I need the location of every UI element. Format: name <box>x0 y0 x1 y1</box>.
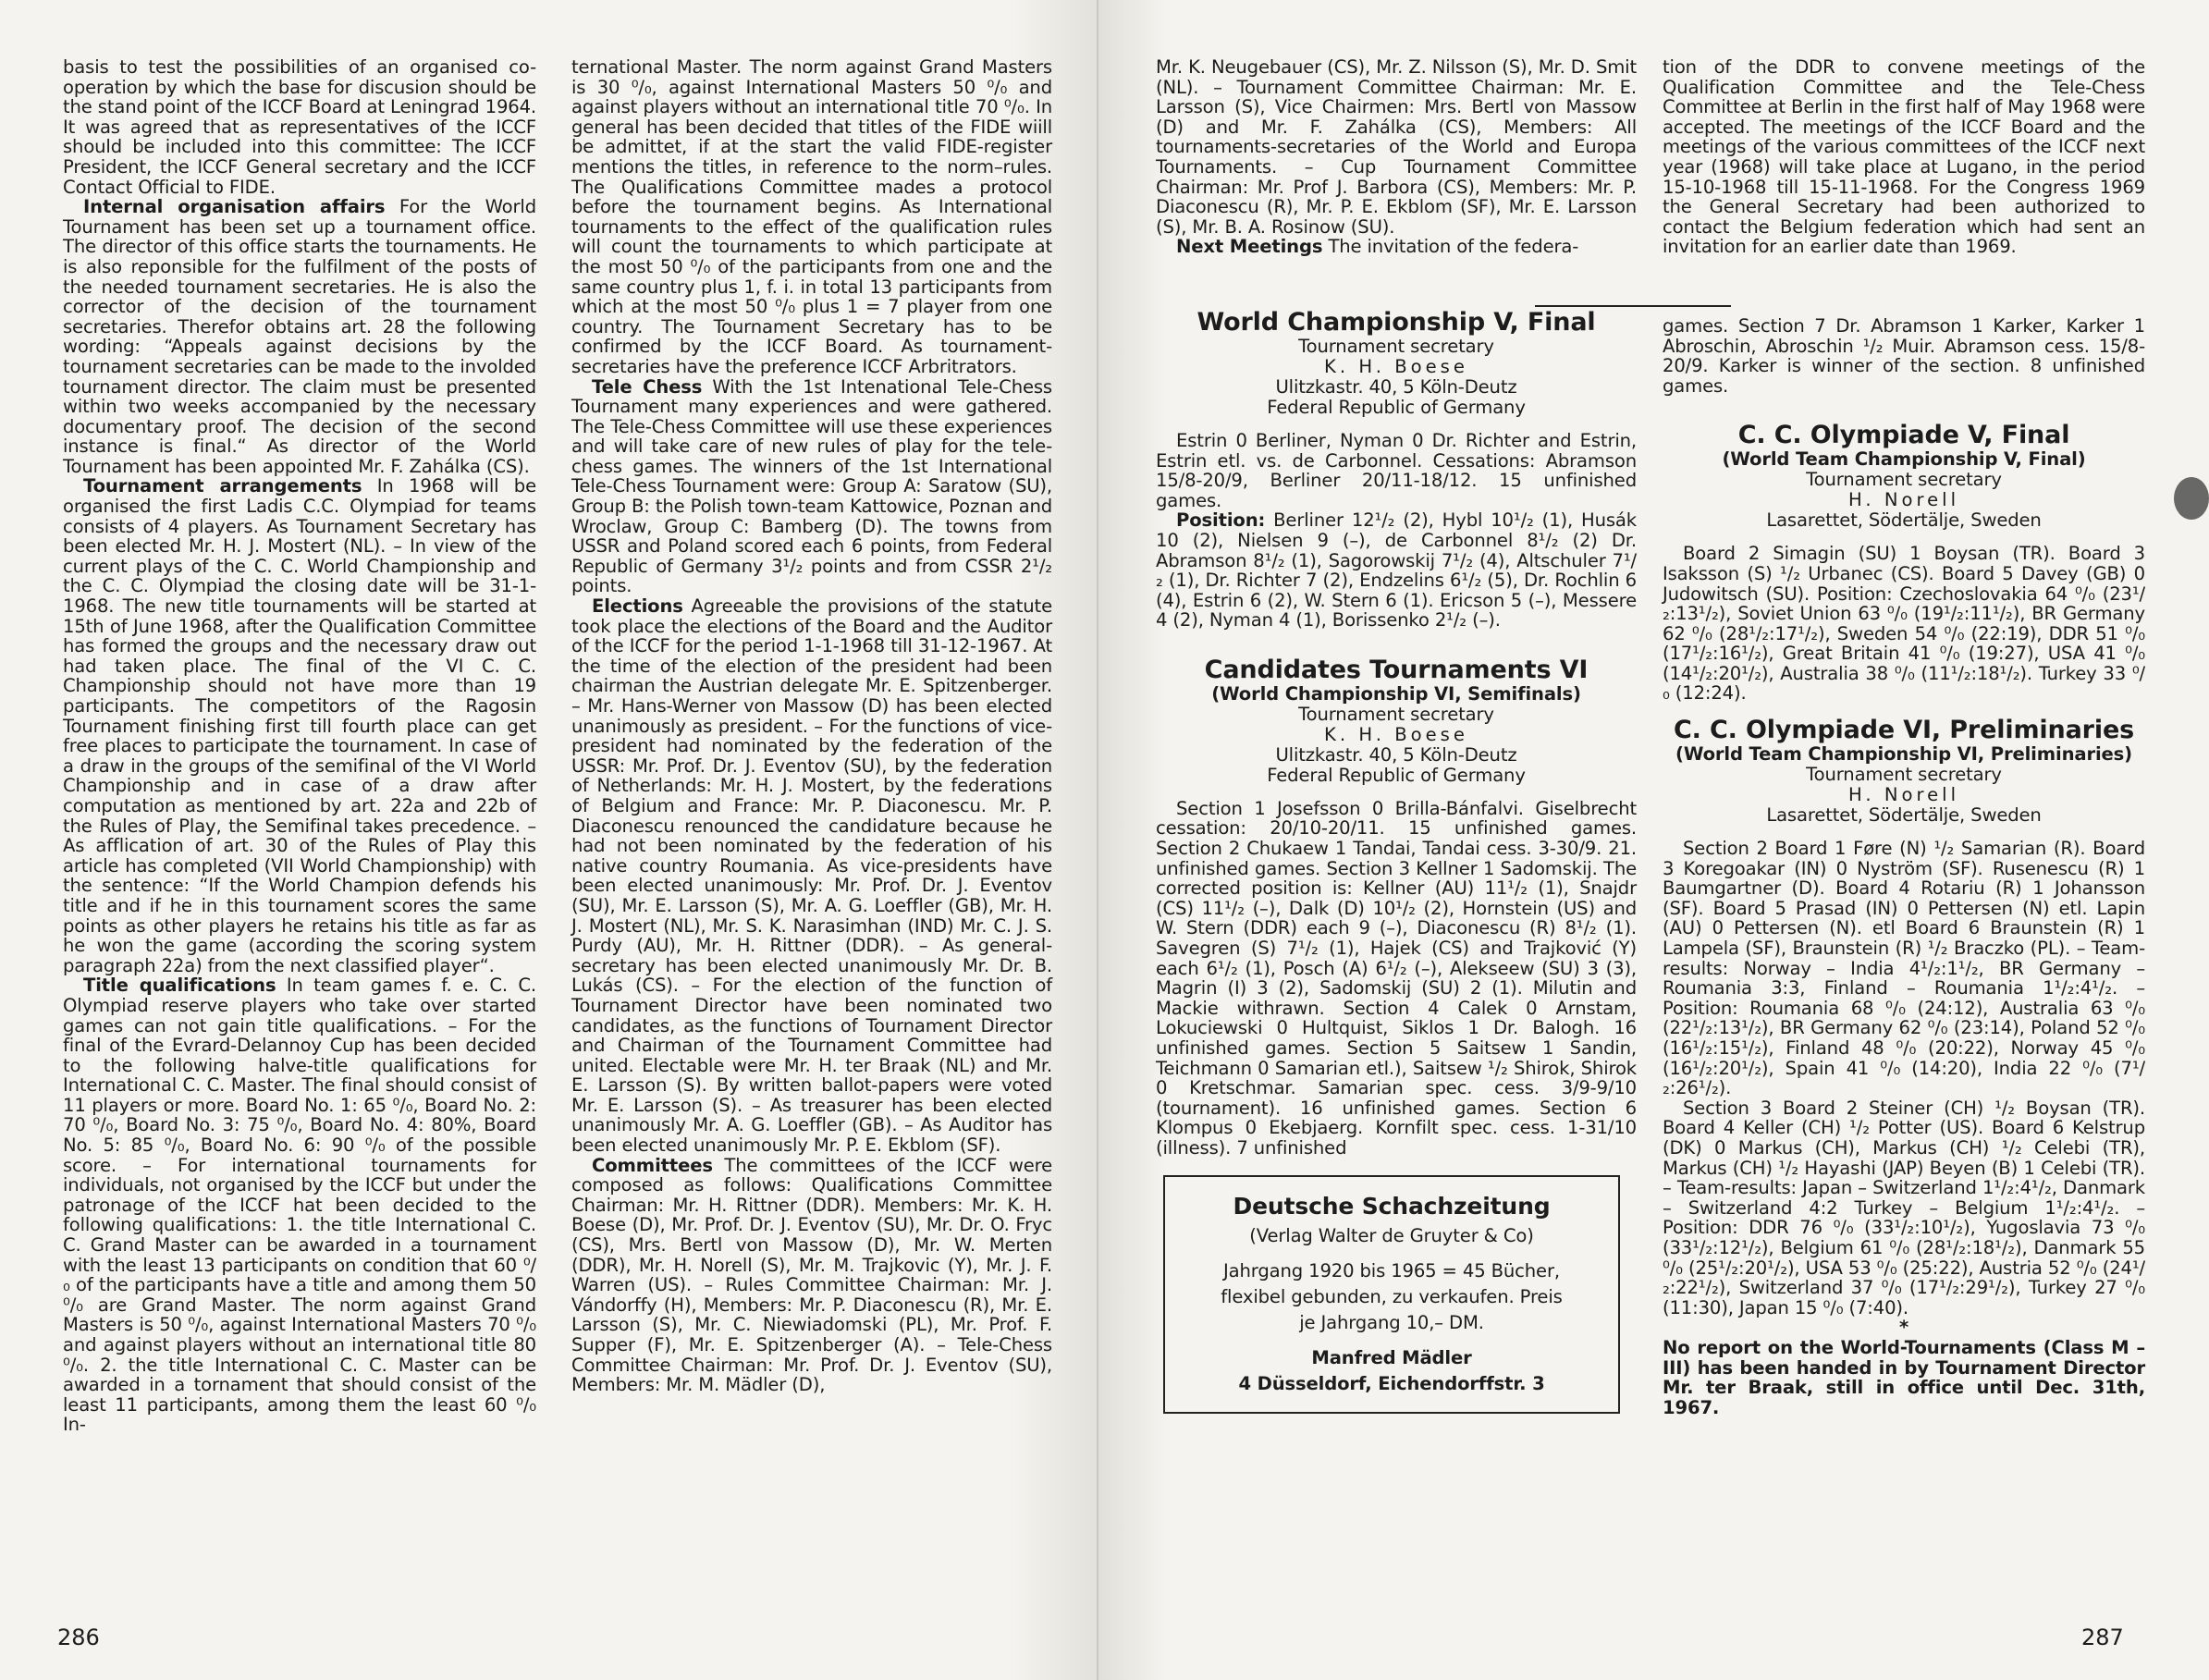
paragraph-heading: Elections <box>592 595 683 618</box>
address-line: Federal Republic of Germany <box>1267 396 1526 418</box>
section-subtitle: (World Team Championship V, Final) <box>1722 448 2086 471</box>
ad-name: Manfred Mädler <box>1311 1346 1472 1368</box>
address-line: Lasarettet, Södertälje, Sweden <box>1766 509 2042 532</box>
paragraph: Internal organisation affairs For the World Tournament has been set up a tournament office. The director of this office starts the tournaments. He is also reponsible for the fulfilment of the posts of the needed tournament secretaries. He is also the corrector of the decision of the tournament secretaries. Therefor obtains art. 28 the following wording: “Appeals against decisions by the tournament secretaries can be made to the involded tournament director. The claim must be presented within two weeks accompanied by the necessary documentary proof. The decision of the second instance is final.“ As director of the World Tournament has been appointed Mr. F. Zahálka (CS). <box>63 196 536 477</box>
paragraph: Board 2 Simagin (SU) 1 Boysan (TR). Board 3 Isaksson (S) ¹/₂ Urbanec (CS). Board 5 Davey (GB) 0 Judowitsch (SU). Position: Czechoslovakia 64 ⁰/₀ (23¹/₂:13¹/₂), Soviet Union 63 ⁰/₀ (19¹/₂:11¹/₂), BR Germany 62 ⁰/₀ (28¹/₂:17¹/₂), Sweden 54 ⁰/₀ (22:19), DDR 51 ⁰/₀ (17¹/₂:16¹/₂), Great Britain 41 ⁰/₀ (19:27), USA 41 ⁰/₀ (14¹/₂:20¹/₂), Australia 38 ⁰/₀ (11¹/₂:18¹/₂). Turkey 33 ⁰/₀ (12:24). <box>1663 543 2145 705</box>
paragraph: Next Meetings The invitation of the federa- <box>1176 236 1579 258</box>
paragraph: Estrin 0 Berliner, Nyman 0 Dr. Richter and Estrin, Estrin etl. vs. de Carbonnel. Cessations: Abramson 15/8-20/9, Berliner 20/11-18/12. 15 unfinished games. <box>1156 429 1637 511</box>
left-column-2 <box>571 57 1052 1395</box>
section-title: C. C. Olympiade VI, Preliminaries <box>1673 716 2135 745</box>
paragraph: basis to test the possibilities of an organised co-operation by which the base for discusion should be the stand point of the ICCF Board at Leningrad 1964. It was agreed that as representatives of the ICCF should be included into this committee: The ICCF President, the ICCF General secretary and the ICCF Contact Official to FIDE. <box>63 56 536 198</box>
right-column-2 <box>1663 57 2145 1417</box>
paragraph-heading: Next Meetings <box>1176 236 1323 258</box>
paragraph: ternational Master. The norm against Grand Masters is 30 ⁰/₀, against International Masters 50 ⁰/₀ and against players without an international title 70 ⁰/₀. In general has been decided that titles of the FIDE wiill be admittet, if at the start the valid FIDE-register mentions the titles, in reference to the norm–rules. The Qualifications Committee mades a protocol before the tournament begins. As International tournaments to the effect of the qualification rules will count the tournaments to which participate at the most 50 ⁰/₀ of the participants from one and the same country plus 1, f. i. in total 13 participants from which at the most 50 ⁰/₀ plus 1 = 7 player from one country. The Tournament Secretary has to be confirmed by the ICCF Board. As tournament-secretaries have the preference ICCF Arbritrators. <box>571 56 1052 377</box>
paragraph: Section 1 Josefsson 0 Brilla-Bánfalvi. Giselbrecht cessation: 20/10-20/11. 15 unfinished games. Section 2 Chukaew 1 Tandai, Tandai cess. 3-30/9. 21. unfinished games. Section 3 Kellner 1 Sadomskij. The corrected position is: Kellner (AU) 11¹/₂ (1), Snajdr (CS) 11¹/₂ (–), Dalk (D) 10¹/₂ (2), Hornstein (US) and W. Stern (DDR) each 9 (–), Diaconescu (R) 8¹/₂ (1). Savegren (S) 7¹/₂ (1), Hajek (CS) and Trajković (Y) each 6¹/₂ (1), Posch (A) 6¹/₂ (–), Alekseew (SU) 3 (3), Magrin (I) 3 (2), Sadomskij (SU) 2 (1). Milutin and Mackie withrawn. Section 4 Calek 0 Arnstam, Lokuciewski 0 Hultquist, Siklos 1 Dr. Balogh. 16 unfinished games. Section 5 Saitsew 1 Sandin, Teichmann 0 Samarian etl.), Saitsew ¹/₂ Shirok, Shirok 0 Kretschmar. Samarian spec. cess. 3/9-9/10 (tournament). 16 unfinished games. Section 6 Klompus 0 Ekebjaerg. Kornfilt spec. cess. 1-31/10 (illness). 7 unfinished <box>1156 797 1637 1159</box>
address-line: Lasarettet, Södertälje, Sweden <box>1766 804 2042 827</box>
paragraph: Mr. K. Neugebauer (CS), Mr. Z. Nilsson (S), Mr. D. Smit (NL). – Tournament Committee Chairman: Mr. E. Larsson (S), Vice Chairmen: Mrs. Bertl von Massow (D) and Mr. F. Zahálka (CS), Members: All tournaments-secretaries of the World and Europa Tournaments. – Cup Tournament Committee Chairman: Mr. Prof J. Barbora (CS), Members: Mr. P. Diaconescu (R), Mr. P. E. Ekblom (SF), Mr. E. Larsson (S), Mr. B. A. Rosinow (SU). <box>1156 56 1637 238</box>
right-column-1 <box>1156 57 1637 1414</box>
paragraph: Committees The committees of the ICCF were composed as follows: Qualifications Committee Chairman: Mr. H. Rittner (DDR). Members: Mr. K. H. Boese (D), Mr. Prof. Dr. J. Eventov (SU), Mr. Dr. O. Fryc (CS), Mrs. Bertl von Massow (D), Mr. W. Merten (DDR), Mr. H. Norell (S), Mr. M. Trajkovic (Y), Mr. J. F. Warren (US). – Rules Committee Chairman: Mr. J. Vándorffy (H), Members: Mr. P. Diaconescu (R), Mr. E. Larsson (S), Mr. C. Niewiadomski (PL), Mr. Prof. F. Supper (F), Mr. E. Spitzenberger (A). – Tele-Chess Committee Chairman: Mr. Prof. Dr. J. Eventov (SU), Members: Mr. M. Mädler (D), <box>571 1154 1052 1396</box>
address-line: Ulitzkastr. 40, 5 Köln-Deutz <box>1275 375 1517 398</box>
right-page <box>1098 0 2209 1680</box>
section-title: World Championship V, Final <box>1197 307 1596 337</box>
secretary-label: Tournament secretary <box>1298 335 1494 357</box>
section-subtitle: (World Championship VI, Semifinals) <box>1211 682 1581 705</box>
paragraph: Section 3 Board 2 Steiner (CH) ¹/₂ Boysan (TR). Board 4 Keller (CH) ¹/₂ Potter (US). Board 6 Kelstrup (DK) 0 Markus (CH), Markus (CH) ¹/₂ Celebi (TR), Markus (CH) ¹/₂ Hayashi (JAP) Beyen (B) 1 Celebi (TR). – Team-results: Japan – Switzerland 1¹/₂:4¹/₂, Danmark – Switzerland 4:2 Turkey – Belgium 1¹/₂:4¹/₂. – Position: DDR 76 ⁰/₀ (33¹/₂:10¹/₂), Yugoslavia 73 ⁰/₀ (33¹/₂:12¹/₂), Belgium 61 ⁰/₀ (28¹/₂:18¹/₂), Danmark 55 ⁰/₀ (25¹/₂:20¹/₂), USA 53 ⁰/₀ (25:22), Austria 52 ⁰/₀ (24¹/₂:22¹/₂), Switzerland 37 ⁰/₀ (17¹/₂:29¹/₂), Turkey 27 ⁰/₀ (11:30), Japan 15 ⁰/₀ (7:40). <box>1663 1097 2145 1318</box>
paragraph: Section 2 Board 1 Føre (N) ¹/₂ Samarian (R). Board 3 Koregoakar (IN) 0 Nyström (SF). Rusenescu (R) 1 Baumgartner (D). Board 4 Rotariu (R) 1 Johansson (SF). Board 5 Prasad (IN) 0 Pettersen (N) etl. Lapin (AU) 0 Pettersen (N). etl Board 6 Braunstein (R) 1 Lampela (SF), Braunstein (R) ¹/₂ Braczko (PL). – Team-results: Norway – India 4¹/₂:1¹/₂, BR Germany – Roumania 3:3, Finland – Roumania 1¹/₂:4¹/₂. – Position: Roumania 68 ⁰/₀ (24:12), Australia 63 ⁰/₀ (22¹/₂:13¹/₂), BR Germany 62 ⁰/₀ (23:14), Poland 52 ⁰/₀ (16¹/₂:15¹/₂), Finland 48 ⁰/₀ (20:22), Norway 45 ⁰/₀ (16¹/₂:20¹/₂), Spain 41 ⁰/₀ (14:20), India 22 ⁰/₀ (7¹/₂:26¹/₂). <box>1663 838 2145 1099</box>
left-page <box>0 0 1098 1680</box>
paragraph-heading: Tournament arrangements <box>83 475 362 497</box>
paragraph-heading: Position: <box>1176 509 1266 532</box>
ad-line: flexibel gebunden, zu verkaufen. Preis <box>1221 1285 1563 1307</box>
secretary-name: H. Norell <box>1847 784 1960 806</box>
secretary-label: Tournament secretary <box>1806 764 2002 786</box>
paragraph: Elections Agreeable the provisions of the statute took place the elections of the Board and the Auditor of the ICCF for the period 1-1-1968 till 31-12-1967. At the time of the election of the president had been chairman the Austrian delegate Mr. E. Spitzenberger. – Mr. Hans-Werner von Massow (D) has been elected unanimously as president. – For the functions of vice-president had nominated by the federation of the USSR: Mr. Prof. Dr. J. Eventov (SU), by the federation of Netherlands: Mr. H. J. Mostert, by the federations of Belgium and France: Mr. P. Diaconescu. Mr. P. Diaconescu renounced the candidature because he had not been nominated by the federation of his native country Roumania. As vice-presidents have been elected unanimously: Mr. Prof. Dr. J. Eventov (SU), Mr. E. Larsson (S), Mr. A. G. Loeffler (GB), Mr. H. J. Mostert (NL), Mr. S. K. Narasimhan (IND) Mr. C. J. S. Purdy (AU), Mr. H. Rittner (DDR). – As general-secretary has been elected unanimously Mr. Dr. B. Lukás (CS). – For the election of the function of Tournament Director have been nominated two candidates, as the functions of Tournament Director and Chairman of the Tournament Committee had united. Electable were Mr. H. ter Braak (NL) and Mr. E. Larsson (S). By written ballot-papers were voted Mr. E. Larsson (S). – As treasurer has been elected unanimously Mr. A. G. Loeffler (GB). – As Auditor has been elected unanimously Mr. P. E. Ekblom (SF). <box>571 595 1052 1157</box>
punch-hole <box>2174 477 2209 520</box>
secretary-label: Tournament secretary <box>1806 469 2002 491</box>
footnote: No report on the World-Tournaments (Class M – III) has been handed in by Tournament Director Mr. ter Braak, still in office until Dec. 31th, 1967. <box>1663 1336 2145 1418</box>
ad-line: (Verlag Walter de Gruyter & Co) <box>1249 1224 1534 1246</box>
ad-line: je Jahrgang 10,– DM. <box>1299 1311 1484 1333</box>
ad-address: 4 Düsseldorf, Eichendorffstr. 3 <box>1238 1372 1545 1394</box>
address-line: Federal Republic of Germany <box>1267 764 1526 786</box>
advertisement-box <box>1163 1175 1620 1414</box>
page-number: 287 <box>2081 1625 2124 1650</box>
secretary-label: Tournament secretary <box>1298 703 1494 725</box>
paragraph-heading: Internal organisation affairs <box>83 196 386 218</box>
paragraph: Position: Berliner 12¹/₂ (2), Hybl 10¹/₂ (1), Husák 10 (2), Nielsen 9 (–), de Carbonnel 8¹/₂ (2) Dr. Abramson 8¹/₂ (1), Sagorowskij 7¹/₂ (4), Altschuler 7¹/₂ (1), Dr. Richter 7 (2), Endzelins 6¹/₂ (5), Dr. Rochlin 6 (4), Estrin 6 (2), W. Stern 6 (1). Ericson 5 (–), Messere 4 (2), Nyman 4 (1), Borissenko 2¹/₂ (–). <box>1156 509 1637 632</box>
left-column-1 <box>63 57 536 1435</box>
ad-line: Jahrgang 1920 bis 1965 = 45 Bücher, <box>1223 1259 1560 1281</box>
paragraph: Title qualifications In team games f. e. C. C. Olympiad reserve players who take over started games can not gain title qualifications. – For the final of the Evrard-Delannoy Cup has been decided to the following halve-title qualifications for International C. C. Master. The final should consist of 11 players or more. Board No. 1: 65 ⁰/₀, Board No. 2: 70 ⁰/₀, Board No. 3: 75 ⁰/₀, Board No. 4: 80%, Board No. 5: 85 ⁰/₀, Board No. 6: 90 ⁰/₀ of the possible score. – For international tournaments for individuals, not organised by the ICCF but under the patronage of the ICCF hat been decided to the following qualifications: 1. the title International C. C. Grand Master can be awarded in a tournament with the least 13 participants on condition that 60 ⁰/₀ of the participants have a title and among them 50 ⁰/₀ are Grand Master. The norm against Grand Masters is 50 ⁰/₀, against International Masters 70 ⁰/₀ and against players without an international title 80 ⁰/₀. 2. the title International C. C. Master can be awarded in a tornament that should consist of the least 11 participants, among them the least 60 ⁰/₀ In- <box>63 975 536 1436</box>
secretary-name: K. H. Boese <box>1324 355 1468 377</box>
paragraph-heading: Title qualifications <box>83 975 276 997</box>
separator-star: * <box>1898 1317 1909 1339</box>
address-line: Ulitzkastr. 40, 5 Köln-Deutz <box>1275 743 1517 766</box>
secretary-name: H. Norell <box>1847 489 1960 511</box>
paragraph-heading: Committees <box>592 1154 713 1176</box>
ad-title: Deutsche Schachzeitung <box>1233 1192 1551 1220</box>
page-number: 286 <box>57 1625 100 1650</box>
section-subtitle: (World Team Championship VI, Preliminaries) <box>1675 743 2132 766</box>
paragraph-heading: Tele Chess <box>592 375 703 398</box>
secretary-name: K. H. Boese <box>1324 723 1468 745</box>
paragraph: Tele Chess With the 1st Intenational Tele-Chess Tournament many experiences and were gathered. The Tele-Chess Committee will use these experiences and will take care of new rules of play for the tele-chess games. The winners of the 1st International Tele-Chess Tournament were: Group A: Saratow (SU), Group B: the Polish town-team Kattowice, Poznan and Wroclaw, Group C: Bamberg (D). The towns from USSR and Poland scored each 6 points, from Federal Republic of Germany 3¹/₂ points and from CSSR 2¹/₂ points. <box>571 375 1052 597</box>
paragraph: games. Section 7 Dr. Abramson 1 Karker, Karker 1 Abroschin, Abroschin ¹/₂ Muir. Abramson cess. 15/8-20/9. Karker is winner of the section. 8 unfinished games. <box>1663 314 2145 397</box>
paragraph: tion of the DDR to convene meetings of the Qualification Committee and the Tele-Chess Committee at Berlin in the first half of May 1968 were accepted. The meetings of the ICCF Board and the meetings of the various committees of the ICCF next year (1968) will take place at Lugano, in the period 15-10-1968 till 15-11-1968. For the Congress 1969 the General Secretary had been authorized to contact the Belgium federation which had sent an invitation for an earlier date than 1969. <box>1663 56 2145 258</box>
paragraph: Tournament arrangements In 1968 will be organised the first Ladis C.C. Olympiad for teams consists of 4 players. As Tournament Secretary has been elected Mr. H. J. Mostert (NL). – In view of the current plays of the C. C. World Championship and the C. C. Olympiad the closing date will be 31-1-1968. The new title tournaments will be started at 15th of June 1968, after the Qualification Committee has formed the groups and the necessary draw out had taken place. The final of the VI C. C. Championship should not have more than 19 participants. The competitors of the Ragosin Tournament finishing first till fourth place can get free places to participate the tournament. In case of a draw in the groups of the semifinal of the VI World Championship and in case of a draw after computation as mentioned by art. 22a and 22b of the Rules of Play, the Semifinal takes precedence. – As afflication of art. 30 of the Rules of Play this article has completed (VII World Championship) with the sentence: “If the World Champion defends his title and if he in this tournament scores the same points as other players he retains his title as far as he won the game (according the scoring system paragraph 22a) from the next classified player“. <box>63 475 536 976</box>
section-title: Candidates Tournaments VI <box>1204 655 1589 684</box>
section-title: C. C. Olympiade V, Final <box>1737 421 2070 450</box>
